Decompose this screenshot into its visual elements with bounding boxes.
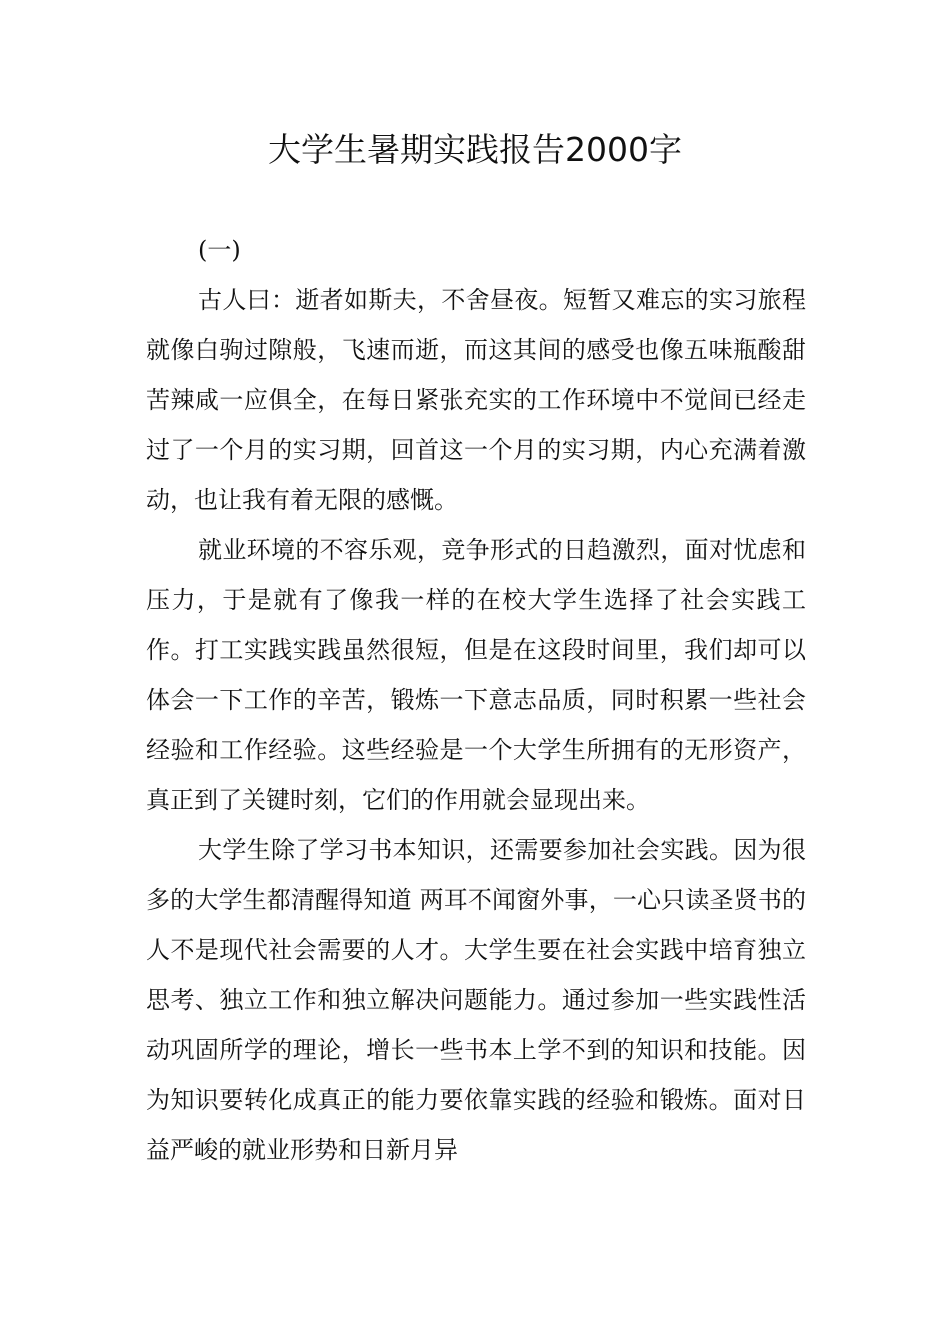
document-body [146,225,806,1175]
paragraph-2: 就业环境的不容乐观，竞争形式的日趋激烈，面对忧虑和压力，于是就有了像我一样的在校大学生选择了社会实践工作。打工实践实践虽然很短，但是在这段时间里，我们却可以体会一下工作的辛苦，锻炼一下意志品质，同时积累一些社会经验和工作经验。这些经验是一个大学生所拥有的无形资产，真正到了关键时刻，它们的作用就会显现出来。 [146,536,806,814]
paragraph-3: 大学生除了学习书本知识，还需要参加社会实践。因为很多的大学生都清醒得知道 两耳不闻窗外事，一心只读圣贤书的人不是现代社会需要的人才。大学生要在社会实践中培育独立思考、独立工作和独立解决问题能力。通过参加一些实践性活动巩固所学的理论，增长一些书本上学不到的知识和技能。因为知识要转化成真正的能力要依靠实践的经验和锻炼。面对日益严峻的就业形势和日新月异 [146,836,806,1164]
section-marker: (一) [198,236,241,264]
paragraph-1: 古人曰：逝者如斯夫，不舍昼夜。短暂又难忘的实习旅程就像白驹过隙般，飞速而逝，而这其间的感受也像五味瓶酸甜苦辣咸一应俱全，在每日紧张充实的工作环境中不觉间已经走过了一个月的实习期，回首这一个月的实习期，内心充满着激动，也让我有着无限的感慨。 [146,286,806,514]
document-title: 大学生暑期实践报告2000字 [268,130,682,169]
